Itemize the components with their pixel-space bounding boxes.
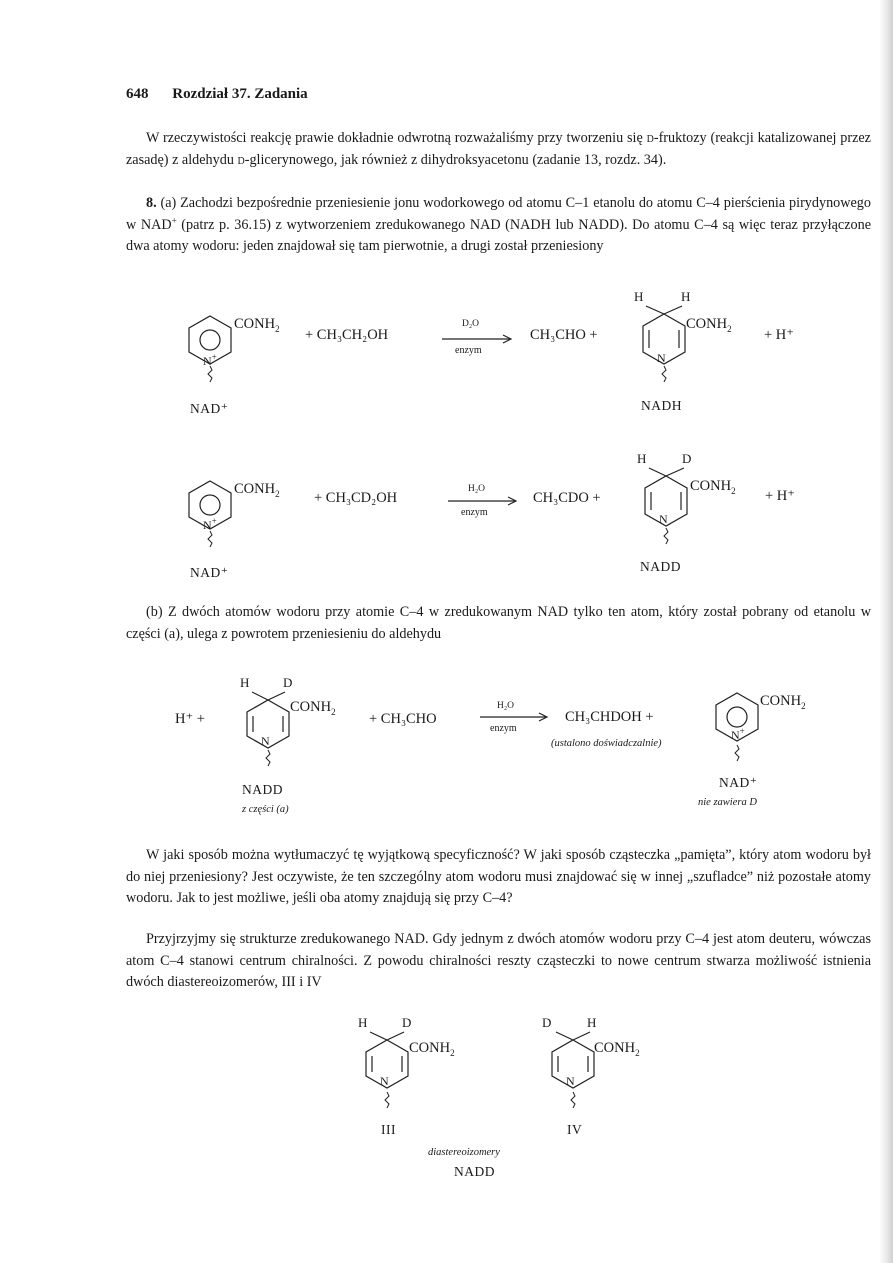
label-nad-plus: NAD⁺ [719, 775, 758, 790]
iv-c4-h: H [587, 1015, 597, 1030]
label-nadd: NADD [640, 559, 681, 574]
pyridinium-ring [189, 316, 231, 382]
iv-c4-d: D [542, 1015, 552, 1030]
c4-d: D [682, 451, 692, 466]
chapter-title: Rozdział 37. Zadania [172, 86, 308, 102]
arrow-catalyst: enzym [461, 507, 488, 518]
conh2-group: $CONH_2$ [409, 1040, 455, 1058]
acetaldehyde: + CH₃CHO [369, 711, 437, 727]
label-nad-plus: NAD⁺ [190, 401, 229, 416]
label-iii: III [381, 1122, 396, 1137]
dihydropyridine-n: N [261, 734, 270, 748]
arrow-reagent: H₂O [468, 484, 486, 494]
proton: H⁺ + [175, 711, 205, 727]
label-nadd: NADD [242, 782, 283, 797]
caption-diastereomers: diastereoizomery [428, 1147, 500, 1158]
arrow-reagent: D₂O [462, 319, 480, 329]
page-number: 648 [126, 86, 149, 102]
deuteroacetaldehyde: CH₃CDO + [533, 490, 601, 506]
label-note-source: z części (a) [242, 804, 289, 815]
c4-d: D [283, 675, 293, 690]
pyridinium-ring [716, 693, 758, 761]
iii-c4-h: H [358, 1015, 368, 1030]
proton: + H⁺ [765, 488, 795, 504]
c4-h: H [240, 675, 250, 690]
arrow-reagent: H₂O [497, 701, 515, 711]
acetaldehyde: CH₃CHO + [530, 327, 598, 343]
iii-c4-d: D [402, 1015, 412, 1030]
paragraph-structure: Przyjrzyjmy się strukturze zredukowanego NAD. Gdy jednym z dwóch atomów wodoru przy C–4 jest atom deuteru, wówczas atom C–4 stanowi centrum chiralności. Z powodu chiralności reszty cząsteczki to nowe centrum stwarza możliwość istnienia dwóch diastereoizomerów, III i IV [126, 931, 871, 991]
pyridinium-n: N+ [731, 726, 745, 742]
c4-h: H [637, 451, 647, 466]
conh2-group: $CONH_2$ [686, 316, 732, 334]
ethanol: + CH₃CH₂OH [305, 327, 389, 343]
dihydropyridine-n: N [659, 512, 668, 526]
dideuteroethanol: + CH₃CD₂OH [314, 490, 398, 506]
reaction-arrow [442, 335, 511, 343]
monodeuteroethanol: CH₃CHDOH + [565, 709, 654, 725]
reaction-arrow [448, 497, 516, 505]
iv-n: N [566, 1074, 575, 1088]
conh2-group: $CONH_2$ [690, 478, 736, 496]
conh2-group: $CONH_2$ [594, 1040, 640, 1058]
arrow-catalyst: enzym [455, 345, 482, 356]
page-edge-shadow [879, 0, 893, 1263]
dihydropyridine-ring [645, 468, 687, 544]
problem-number: 8. [146, 195, 157, 211]
label-nad-plus: NAD⁺ [190, 565, 229, 580]
conh2-group: $CONH_2$ [234, 481, 280, 499]
reaction-arrow [480, 713, 547, 721]
label-nadh: NADH [641, 398, 682, 413]
conh2-group: $CONH_2$ [234, 316, 280, 334]
caption-nadd: NADD [454, 1164, 495, 1179]
dihydropyridine-ring [247, 692, 289, 766]
paragraph-8a: 8. (a) Zachodzi bezpośrednie przeniesienie jonu wodorkowego od atomu C–1 etanolu do atomu C–4 pierścienia pirydynowego w NAD+ (patrz p. 36.15) z wytworzeniem zredukowanego NAD (NADH lub NADD). Do atomu C–4 są więc teraz przyłączone dwa atomy wodoru: jeden znajdował się tam pierwotnie, a drugi został przeniesiony [126, 195, 872, 255]
iii-n: N [380, 1074, 389, 1088]
label-iv: IV [567, 1122, 583, 1137]
dihydropyridine-ring [643, 306, 685, 382]
dihydropyridine-n: N [657, 351, 666, 365]
pyridinium-n: N+ [203, 516, 217, 532]
pyridinium-ring [189, 481, 231, 547]
c4-h-right: H [681, 289, 691, 304]
conh2-group: $CONH_2$ [760, 693, 806, 711]
paragraph-8b: (b) Z dwóch atomów wodoru przy atomie C–4 w zredukowanym NAD tylko ten atom, który został pobrany od etanolu w części (a), ulega z powrotem przeniesieniu do aldehydu [126, 604, 871, 642]
proton: + H⁺ [764, 327, 794, 343]
arrow-catalyst: enzym [490, 723, 517, 734]
c4-h-left: H [634, 289, 644, 304]
experimental-note: (ustalono doświadczalnie) [551, 738, 662, 749]
conh2-group: $CONH_2$ [290, 699, 336, 717]
label-note-no-d: nie zawiera D [698, 797, 757, 808]
paragraph-question: W jaki sposób można wytłumaczyć tę wyjątkową specyficzność? W jaki sposób cząsteczka „pamięta”, który atom wodoru był do niej przeniesiony? Jest oczywiste, że ten szczególny atom wodoru musi znajdować się w innej „szufladce” niż pozostałe atomy wodoru. Jak to jest możliwe, jeśli oba atomy znajdują się przy C–4? [126, 847, 871, 907]
diastereomer-iii-ring [366, 1032, 408, 1108]
paragraph-1: W rzeczywistości reakcję prawie dokładnie odwrotną rozważaliśmy przy tworzeniu się d-fruktozy (reakcji katalizowanej przez zasadę) z aldehydu d-glicerynowego, jak również z dihydroksyacetonu (zadanie 13, rozdz. 34). [126, 130, 871, 168]
diastereomer-iv-ring [552, 1032, 594, 1108]
pyridinium-n: N+ [203, 352, 217, 368]
